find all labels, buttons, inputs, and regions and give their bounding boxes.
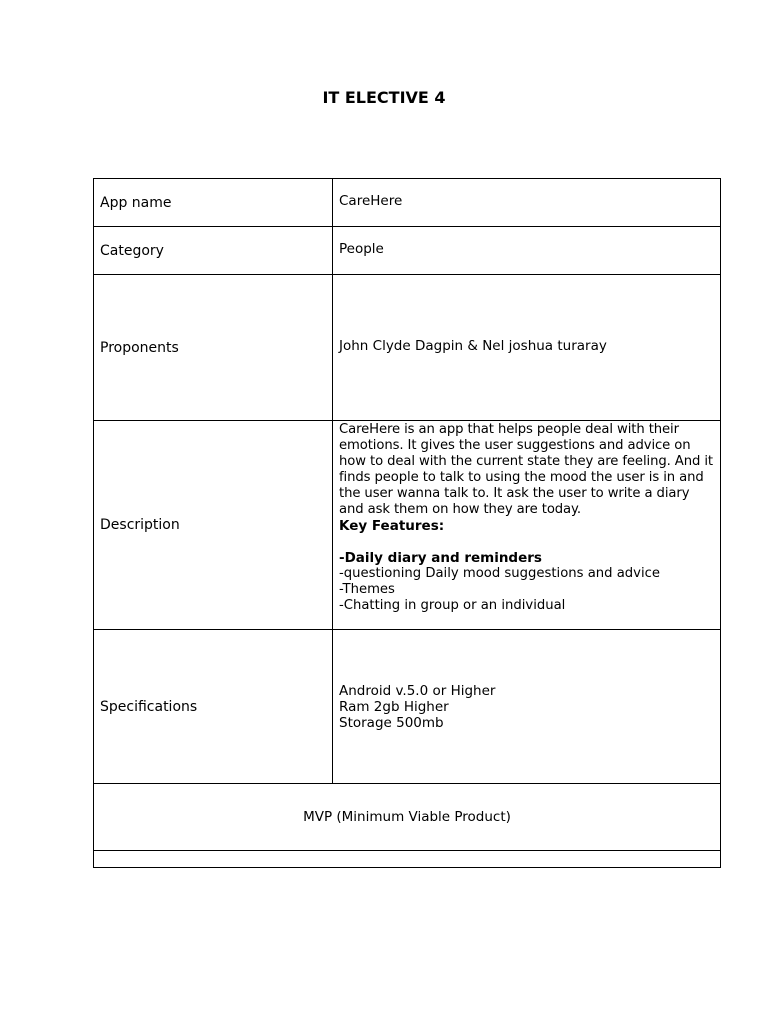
document-title: IT ELECTIVE 4 — [322, 88, 446, 107]
category-value: People — [339, 240, 384, 257]
table-row-proponents — [94, 275, 721, 421]
key-features-spacer — [339, 534, 714, 550]
key-features-title: Key Features: — [339, 518, 445, 534]
mvp-label: MVP (Minimum Viable Product) — [303, 809, 511, 825]
proponents-value-cell — [333, 275, 721, 421]
category-value-cell — [333, 227, 721, 275]
table-row-description — [94, 421, 721, 630]
spec-line: Ram 2gb Higher — [339, 698, 449, 715]
mvp-cell — [94, 784, 721, 851]
table-row-category — [94, 227, 721, 275]
category-label: Category — [100, 242, 164, 259]
key-features-heading: -Daily diary and reminders — [339, 550, 542, 566]
key-feature-item: -questioning Daily mood suggestions and advice — [339, 566, 660, 581]
proponents-label-cell — [94, 275, 333, 421]
description-text: CareHere is an app that helps people deal with their emotions. It gives the user suggestions and advice on how to deal with the current state they are feeling. And it finds people to talk to using the mood the user is in and the user wanna talk to. It ask the user to write a diary and ask them on how they are today. — [339, 422, 713, 517]
blank-cell — [94, 851, 721, 868]
app-name-label — [94, 179, 333, 227]
description-label: Description — [100, 517, 180, 533]
category-label-cell — [94, 227, 333, 275]
table-row-app-name — [94, 179, 721, 227]
table-row-blank — [94, 851, 721, 868]
description-value-cell — [333, 421, 721, 630]
app-name-label-text: App name — [100, 194, 172, 211]
app-name-value-cell — [333, 179, 721, 227]
specifications-value-cell — [333, 630, 721, 784]
table-row-specifications — [94, 630, 721, 784]
table-row-mvp — [94, 784, 721, 851]
spec-line: Android v.5.0 or Higher — [339, 682, 496, 699]
proponents-label: Proponents — [100, 339, 179, 356]
app-name-value: CareHere — [339, 192, 403, 209]
proponents-value: John Clyde Dagpin & Nel joshua turaray — [339, 337, 607, 354]
specifications-label-cell — [94, 630, 333, 784]
spec-line: Storage 500mb — [339, 714, 444, 731]
key-feature-item: -Chatting in group or an individual — [339, 598, 566, 613]
description-label-cell — [94, 421, 333, 630]
app-info-table — [93, 178, 721, 868]
specifications-label: Specifications — [100, 698, 198, 715]
key-feature-item: -Themes — [339, 582, 395, 597]
